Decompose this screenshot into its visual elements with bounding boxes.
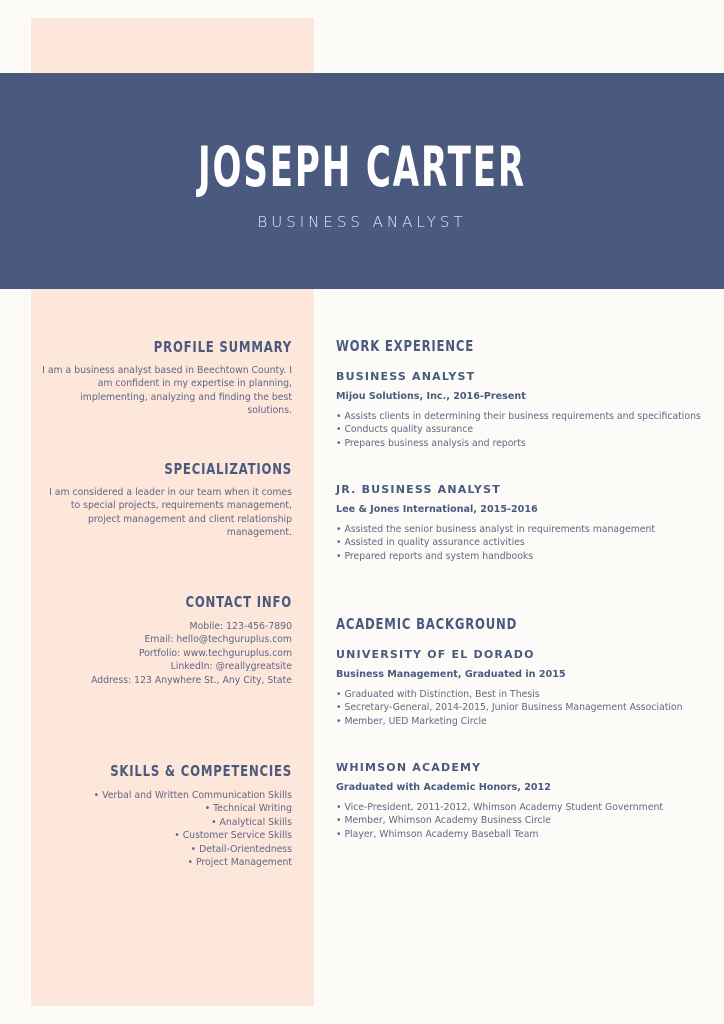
work-experience-section (336, 336, 696, 356)
list-item: • Player, Whimson Academy Baseball Team (336, 828, 539, 840)
list-item: • Verbal and Written Communication Skills (93, 790, 292, 801)
list-item: • Project Management (187, 857, 292, 869)
list-item: • Secretary-General, 2014-2015, Junior Business Management Association (336, 702, 683, 714)
list-item: • Assisted in quality assurance activities (336, 537, 525, 549)
contact-portfolio: Portfolio: www.techguruplus.com (138, 647, 292, 659)
contact-info-section (40, 592, 292, 687)
candidate-name: JOSEPH CARTER (197, 135, 527, 199)
contact-email: Email: hello@techguruplus.com (144, 634, 292, 646)
academic-background-section (336, 614, 696, 634)
school-degree: Graduated with Academic Honors, 2012 (336, 782, 551, 793)
list-item: • Conducts quality assurance (336, 424, 474, 436)
list-item: • Prepared reports and system handbooks (336, 550, 534, 562)
school-bullets (336, 688, 696, 728)
contact-address: Address: 123 Anywhere St., Any City, State (91, 674, 292, 686)
contact-linkedin: LinkedIn: @reallygreatsite (170, 661, 292, 673)
skills-section (40, 761, 292, 869)
school-bullets (336, 801, 696, 841)
list-item: • Assisted the senior business analyst in requirements management (336, 524, 656, 535)
profile-summary-text: I am a business analyst based in Beechtown County. I am confident in my expertise in planning, implementing, analyzing and finding the best solutions. (42, 365, 292, 417)
list-item: • Vice-President, 2011-2012, Whimson Academy Student Government (336, 802, 663, 813)
work-experience-heading: WORK EXPERIENCE (336, 337, 475, 355)
school-name: WHIMSON ACADEMY (336, 761, 482, 774)
school-entry (336, 761, 696, 841)
list-item: • Graduated with Distinction, Best in Thesis (336, 689, 540, 700)
job-company: Mijou Solutions, Inc., 2016-Present (336, 391, 526, 402)
list-item: • Detail-Orientedness (190, 843, 292, 855)
job-bullets (336, 523, 696, 563)
job-entry (336, 483, 696, 563)
job-title: BUSINESS ANALYST (336, 370, 476, 383)
contact-mobile: Mobile: 123-456-7890 (189, 621, 292, 632)
candidate-role: BUSINESS ANALYST (257, 213, 467, 231)
specializations-section (40, 459, 292, 540)
job-company: Lee & Jones International, 2015-2016 (336, 504, 538, 515)
profile-summary-heading: PROFILE SUMMARY (153, 338, 292, 356)
specializations-text: I am considered a leader in our team when it comes to special projects, requirements management, project management and client relationship management. (49, 487, 292, 539)
contact-info-list (40, 620, 292, 687)
list-item: • Prepares business analysis and reports (336, 437, 526, 449)
skills-list (40, 789, 292, 869)
job-bullets (336, 410, 701, 450)
contact-info-heading: CONTACT INFO (185, 593, 292, 611)
profile-summary-section (40, 337, 292, 418)
list-item: • Technical Writing (204, 803, 292, 815)
list-item: • Member, UED Marketing Circle (336, 715, 487, 727)
list-item: • Analytical Skills (211, 816, 292, 828)
school-name: UNIVERSITY OF EL DORADO (336, 648, 535, 661)
skills-heading: SKILLS & COMPETENCIES (110, 762, 293, 780)
specializations-heading: SPECIALIZATIONS (164, 460, 292, 478)
school-entry (336, 648, 696, 728)
job-entry (336, 370, 701, 450)
list-item: • Member, Whimson Academy Business Circle (336, 815, 551, 827)
job-title: JR. BUSINESS ANALYST (336, 483, 501, 496)
list-item: • Assists clients in determining their business requirements and specifications (336, 411, 701, 422)
academic-background-heading: ACADEMIC BACKGROUND (336, 615, 518, 633)
school-degree: Business Management, Graduated in 2015 (336, 669, 566, 680)
list-item: • Customer Service Skills (174, 830, 292, 842)
